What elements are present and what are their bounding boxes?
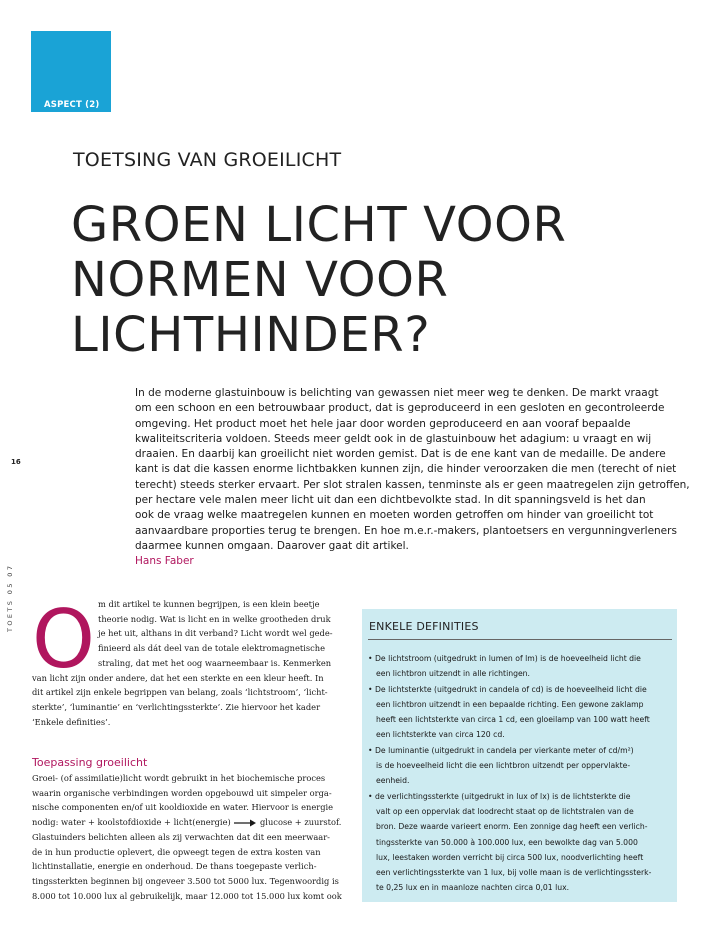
intro-line: daarmee kunnen omgaan. Daarover gaat dit artikel. (135, 539, 409, 552)
body-line: je het uit, althans in dit verband? Licht wordt wel gede- (98, 628, 333, 639)
headline-line: GROEN LICHT VOOR (71, 197, 567, 253)
definition-line: een lichtbron uitzendt in een bepaalde richting. Een gewone zaklamp (376, 699, 644, 709)
body-line: 8.000 tot 10.000 lux al gebruikelijk, maar 12.000 tot 15.000 lux komt ook (32, 890, 342, 901)
intro-line: terecht) steeds sterker ervaart. Per slot stralen kassen, tenminste als er geen maatregelen zijn getroffen, (135, 478, 690, 491)
body-line: theorie nodig. Wat is licht en in welke grootheden druk (98, 613, 331, 624)
body-line: waarin organische verbindingen worden opgebouwd uit simpeler orga- (32, 787, 332, 798)
intro-line: In de moderne glastuinbouw is belichting van gewassen niet meer weg te denken. De markt vraagt (135, 387, 659, 399)
definition-item (368, 651, 672, 682)
body-line: lichtinstallatie, energie en onderhoud. De thans toegepaste verlich- (32, 861, 317, 872)
vertical-issue-label: TOETS 05 07 (6, 563, 14, 632)
definition-line: heeft een lichtsterkte van circa 1 cd, een gloeilamp van 100 watt heeft (376, 715, 650, 725)
body-line: van licht zijn onder andere, dat het een sterkte en een kleur heeft. In (32, 672, 324, 683)
body-line: finieerd als dát deel van de totale elektromagnetische (98, 643, 326, 654)
headline-line: NORMEN VOOR (71, 252, 449, 308)
definition-line: bron. Deze waarde varieert enorm. Een zonnige dag heeft een verlich- (376, 822, 648, 832)
article-paragraph-2 (32, 771, 345, 903)
formula-left: nodig: water + koolstofdioxide + licht(energie) (32, 817, 231, 828)
definition-line: een verlichtingssterkte van 1 lux, bij volle maan is de verlichtingssterk- (376, 868, 652, 878)
definition-line: • De lichtstroom (uitgedrukt in lumen of lm) is de hoeveelheid licht die (368, 654, 641, 663)
body-line: nische componenten en/of uit kooldioxide en water. Hiervoor is energie (32, 802, 334, 813)
definition-line: tingssterkte van 50.000 à 100.000 lux, een bewolkte dag van 5.000 (376, 837, 638, 847)
body-line: m dit artikel te kunnen begrijpen, is een klein beetje (98, 599, 320, 609)
definitions-box-title: ENKELE DEFINITIES (369, 620, 479, 633)
intro-line: om een schoon en een betrouwbaar product, dat is geproduceerd in een gesloten en gecontroleerde (135, 402, 665, 415)
definition-item (368, 743, 672, 789)
definition-line: is de hoeveelheid licht die een lichtbron uitzendt per oppervlakte- (376, 761, 631, 771)
definition-line: een lichtsterkte van circa 120 cd. (376, 730, 505, 740)
formula-right: glucose + zuurstof. (260, 817, 342, 828)
body-line: tingssterkten beginnen bij ongeveer 3.500 tot 5000 lux. Tegenwoordig is (32, 875, 339, 886)
definition-line: een lichtbron uitzendt in alle richtingen. (376, 669, 530, 679)
intro-paragraph (135, 386, 690, 570)
body-line: ‘Enkele definities’. (32, 716, 111, 727)
article-paragraph-1 (32, 593, 345, 729)
definitions-list (368, 651, 672, 896)
article-headline (71, 198, 691, 363)
body-line: sterkte’, ‘luminantie’ en ‘verlichtingssterkte’. Zie hiervoor het kader (32, 701, 321, 712)
definition-item (368, 682, 672, 743)
definition-line: • De luminantie (uitgedrukt in candela per vierkante meter of cd/m²) (368, 745, 634, 755)
intro-line: per hectare vele malen meer licht uit dan een dichtbevolkte stad. In dit spanningsveld is het dan (135, 494, 646, 507)
definition-line: • De lichtsterkte (uitgedrukt in candela of cd) is de hoeveelheid licht die (368, 684, 647, 694)
arrow-right-icon (233, 819, 257, 827)
body-line: straling, dat met het oog waarneembaar is. Kenmerken (98, 657, 332, 668)
drop-cap: O (32, 593, 95, 686)
definition-line: • de verlichtingssterkte (uitgedrukt in lux of lx) is de lichtsterkte die (368, 791, 631, 801)
intro-line: kwaliteitscriteria voldoen. Steeds meer geldt ook in de glastuinbouw het adagium: u vraagt en wij (135, 432, 652, 445)
definition-line: lux, leestaken worden verricht bij circa 500 lux, noodverlichting heeft (376, 852, 644, 862)
formula-line (32, 815, 345, 830)
body-line: dit artikel zijn enkele begrippen van belang, zoals ‘lichtstroom’, ‘licht- (32, 687, 328, 698)
intro-line: kant is dat die kassen enorme lichtbakken kunnen zijn, die hinder veroorzaken die men (terecht of niet (135, 463, 677, 476)
intro-line: draaien. En daarbij kan groeilicht niet worden gemist. Dat is de ene kant van de medaille. De andere (135, 448, 666, 461)
definition-line: valt op een oppervlak dat loodrecht staat op de lichtstralen van de (376, 806, 634, 816)
author-byline: Hans Faber (135, 555, 194, 568)
body-line: de in hun productie oplevert, die opweegt tegen de extra kosten van (32, 846, 321, 857)
definitions-divider (368, 639, 672, 640)
definition-item (368, 789, 672, 896)
page-number: 16 (11, 458, 21, 466)
definition-line: te 0,25 lux en in maanloze nachten circa 0,01 lux. (376, 883, 570, 893)
body-line: Groei- (of assimilatie)licht wordt gebruikt in het biochemische proces (32, 773, 326, 783)
intro-line: ook de vraag welke maatregelen kunnen en moeten worden getroffen om hinder van groeilicht tot (135, 509, 654, 522)
intro-line: omgeving. Het product moet het hele jaar door worden geproduceerd en aan vooraf bepaalde (135, 417, 631, 430)
section-tag-label: ASPECT (2) (44, 100, 100, 110)
section-subheading: Toepassing groeilicht (32, 756, 148, 769)
body-line: Glastuinders belichten alleen als zij verwachten dat dit een meerwaar- (32, 831, 330, 842)
intro-line: aanvaardbare proporties terug te brengen. En hoe m.e.r.-makers, plantoetsers en vergunningverleners (135, 524, 677, 537)
headline-line: LICHTHINDER? (71, 307, 431, 363)
definition-line: eenheid. (376, 776, 410, 786)
article-kicker: TOETSING VAN GROEILICHT (73, 149, 342, 171)
